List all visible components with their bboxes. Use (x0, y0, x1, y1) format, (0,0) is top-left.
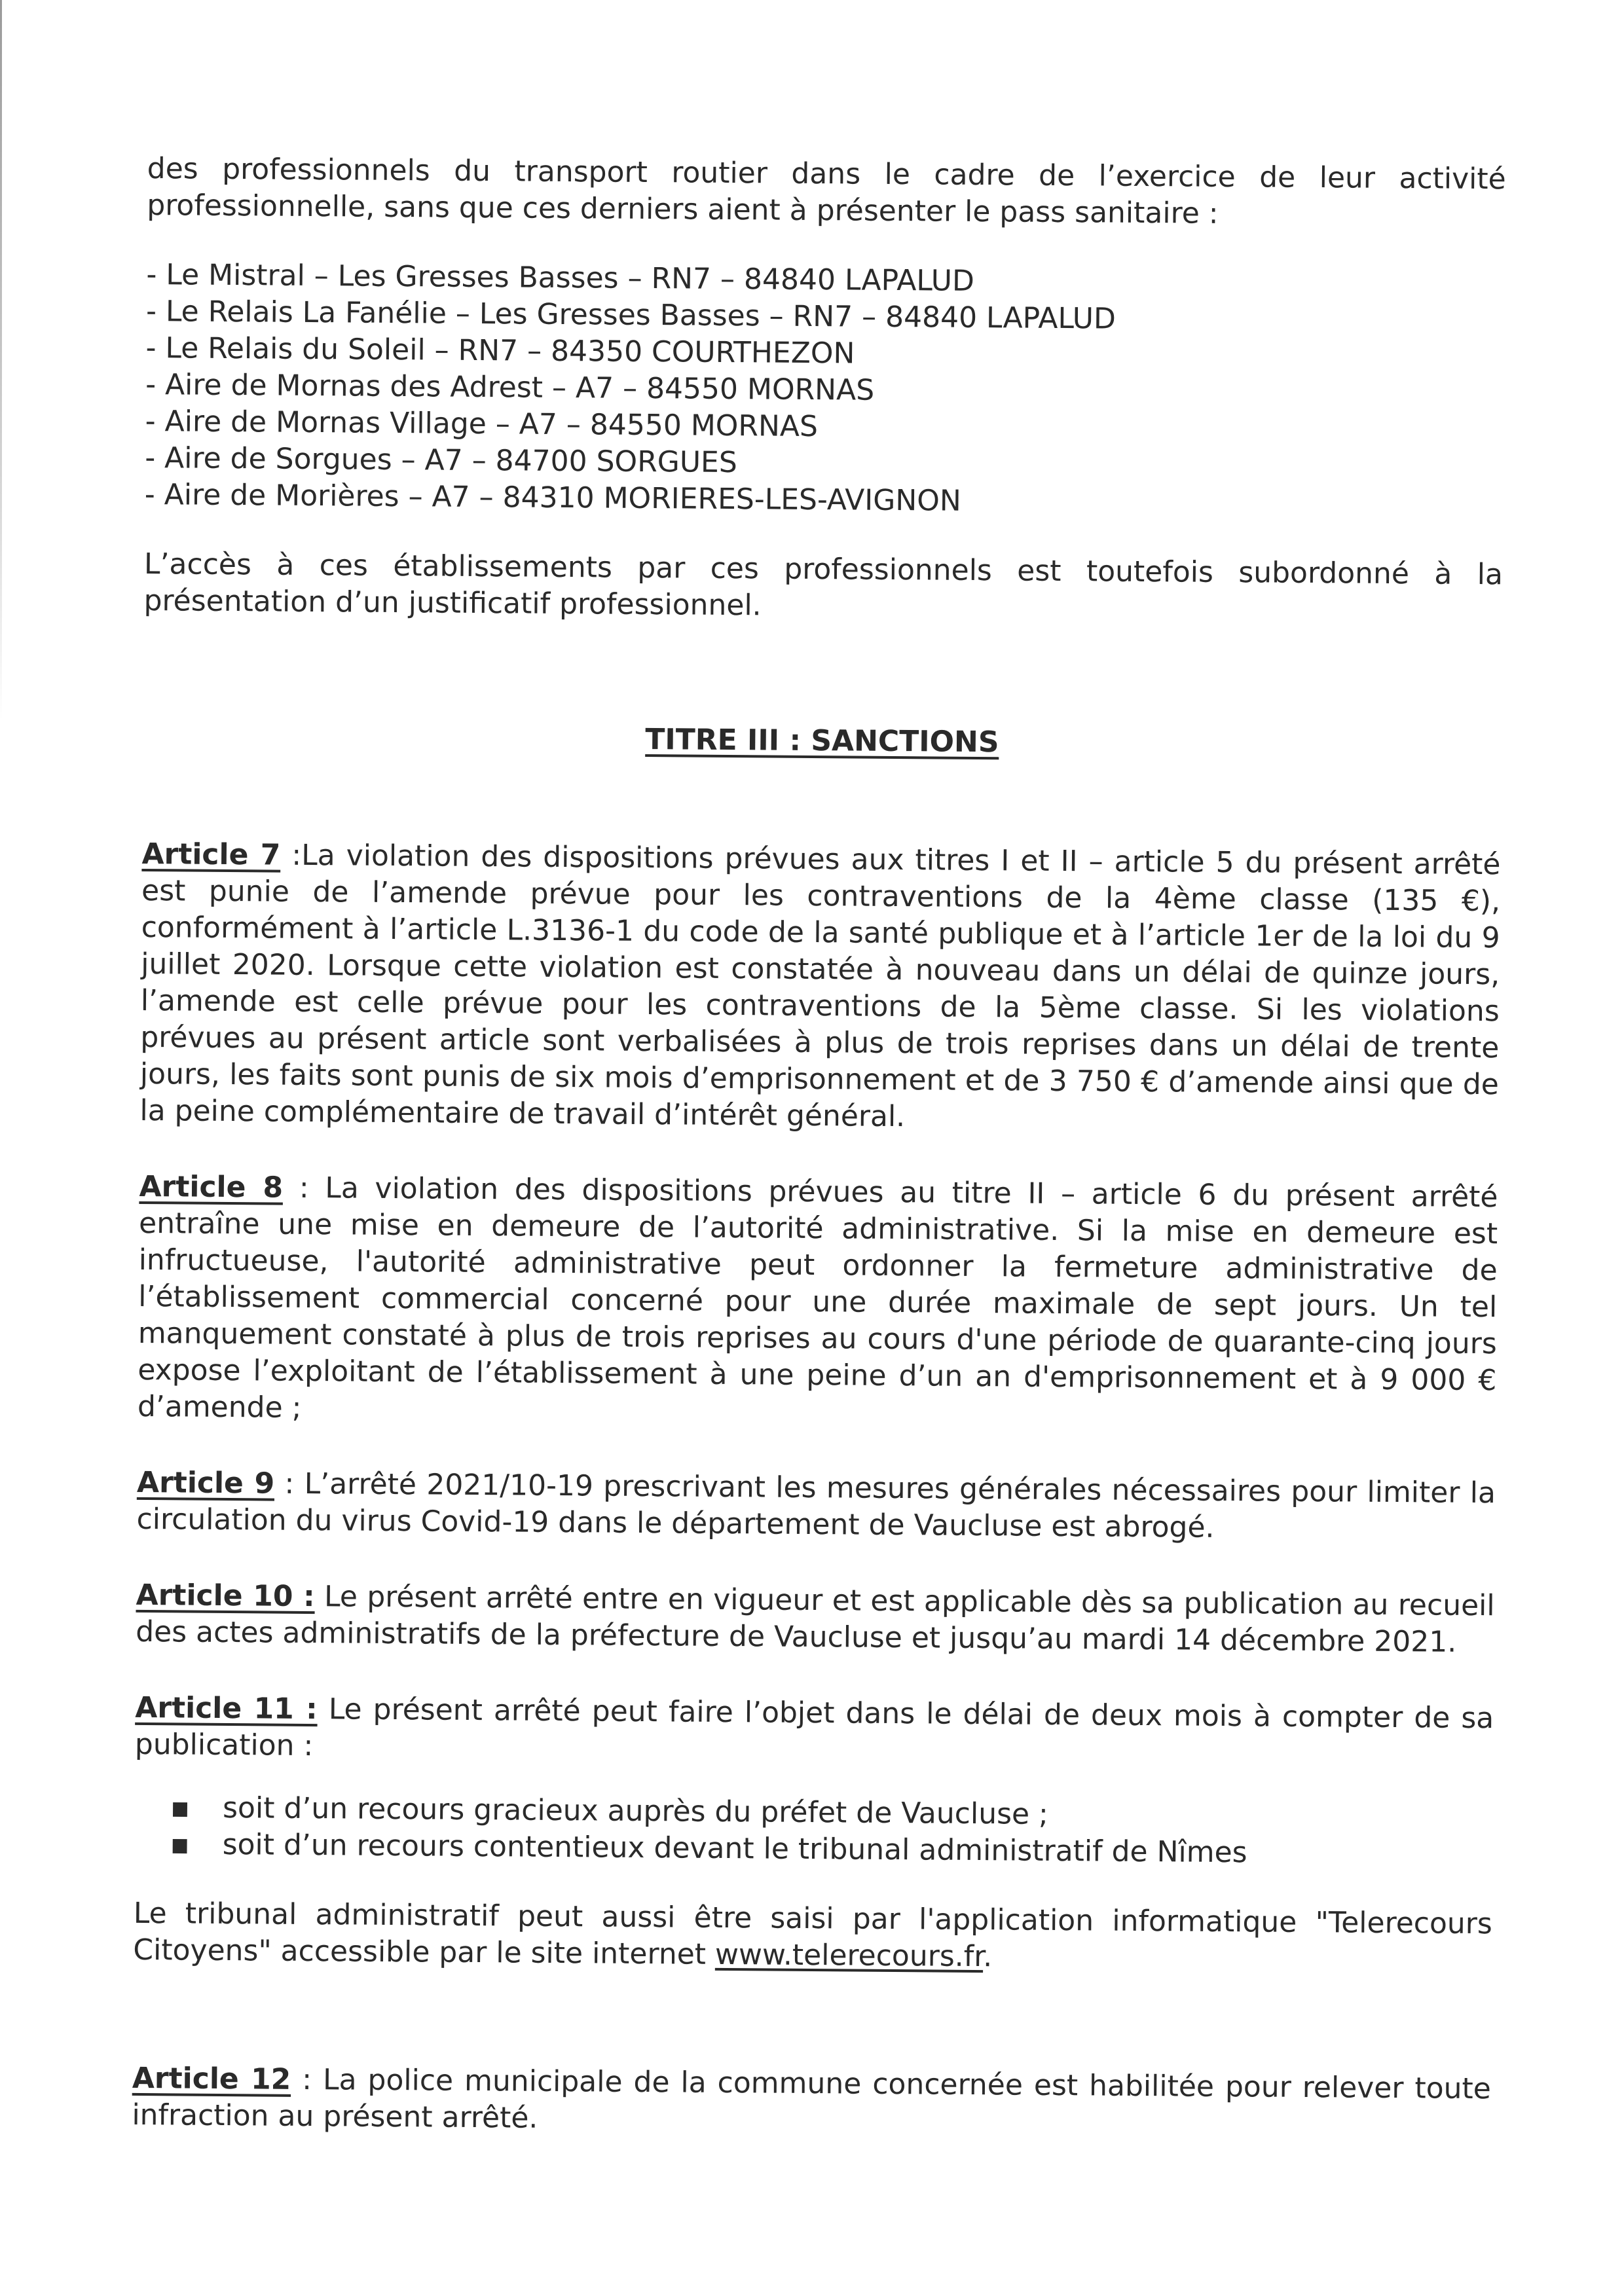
telerecours-end: . (983, 1940, 993, 1974)
article-12-text: : La police municipale de la commune concernée est habilitée pour relever toute infraction au présent arrêté. (132, 2062, 1492, 2135)
list-item: - Aire de Mornas Village – A7 – 84550 MORNAS (145, 404, 819, 444)
list-item: - Aire de Mornas des Adrest – A7 – 84550 MORNAS (145, 367, 875, 407)
article-7 (139, 836, 1500, 1140)
list-item: - Le Relais La Fanélie – Les Gresses Basses – RN7 – 84840 LAPALUD (145, 294, 1116, 336)
scan-edge-shadow (0, 0, 2, 720)
article-9 (136, 1465, 1496, 1548)
section-title: TITRE III : SANCTIONS (645, 723, 999, 759)
list-item: - Le Relais du Soleil – RN7 – 84350 COURTHEZON (145, 331, 855, 371)
article-12 (132, 2060, 1491, 2144)
access-note: L’accès à ces établissements par ces professionnels est toutefois subordonné à la présentation d’un justificatif professionnel. (143, 547, 1504, 623)
recours-gracieux: soit d’un recours gracieux auprès du préfet de Vaucluse ; (222, 1791, 1049, 1831)
list-item: - Aire de Morières – A7 – 84310 MORIERES-LES-AVIGNON (144, 477, 961, 518)
bullet-icon: ▪ (170, 1827, 190, 1861)
bullet-icon: ▪ (170, 1791, 191, 1825)
article-8-label: Article 8 (139, 1169, 284, 1205)
article-10-text: Le présent arrêté entre en vigueur et est applicable dès sa publication au recueil des actes administratifs de la préfecture de Vaucluse et jusqu’au mardi 14 décembre 2021. (136, 1580, 1495, 1659)
telerecours-text: Le tribunal administratif peut aussi être saisi par l'application informatique "Telerecours Citoyens" accessible par le site internet (133, 1896, 1492, 1971)
telerecours-paragraph (133, 1895, 1492, 1979)
article-10 (136, 1577, 1495, 1661)
list-item: - Le Mistral – Les Gresses Basses – RN7 – 84840 LAPALUD (146, 257, 975, 298)
article-11-text: Le présent arrêté peut faire l’objet dans le délai de deux mois à compter de sa publication : (134, 1692, 1494, 1763)
article-9-text: : L’arrêté 2021/10-19 prescrivant les mesures générales nécessaires pour limiter la circulation du virus Covid-19 dans le département de Vaucluse est abrogé. (136, 1467, 1496, 1544)
article-12-label: Article 12 (132, 2061, 291, 2096)
article-11-label: Article 11 : (135, 1690, 318, 1726)
article-9-label: Article 9 (136, 1465, 275, 1501)
article-11 (133, 1690, 1494, 1979)
recours-list (134, 1789, 1493, 1873)
document-body (132, 151, 1506, 2183)
article-7-label: Article 7 (141, 837, 281, 872)
telerecours-link[interactable]: www.telerecours.fr (714, 1937, 984, 1974)
article-8 (138, 1169, 1498, 1436)
article-11-intro (135, 1690, 1494, 1774)
intro-paragraph: des professionnels du transport routier dans le cadre de l’exercice de leur activité professionnelle, sans que ces derniers aient à présenter le pass sanitaire : (147, 151, 1506, 230)
article-7-text: :La violation des dispositions prévues aux titres I et II – article 5 du présent arrêté est punie de l’amende prévue pour les contraventions de la 4ème classe (135 €), conformément à l’article L.3136-1 du code de la santé publique et à l’article 1er de la loi du 9 juillet 2020. Lorsque cette violation est constatée à nouveau dans un délai de quinze jours, l’amende est celle prévue pour les contraventions de la 5ème classe. Si les violations prévues au présent article sont verbalisées à plus de trois reprises dans un délai de trente jours, les faits sont punis de six mois d’emprisonnement et de 3 750 € d’amende ainsi que de la peine complémentaire de travail d’intérêt général. (139, 838, 1501, 1134)
article-10-label: Article 10 : (136, 1578, 315, 1614)
article-8-text: : La violation des dispositions prévues au titre II – article 6 du présent arrêté entraîne une mise en demeure de l’autorité administrative. Si la mise en demeure est infructueuse, l'autorité administrative peut ordonner la fermeture administrative de l’établissement commercial concerné pour une durée maximale de sept jours. Un tel manquement constaté à plus de trois reprises au cours d'une période de quarante-cinq jours expose l’exploitant de l’établissement à une peine d’un an d'emprisonnement et à 9 000 € d’amende ; (137, 1171, 1498, 1425)
establishment-list (145, 257, 1505, 524)
recours-contentieux: soit d’un recours contentieux devant le tribunal administratif de Nîmes (222, 1827, 1247, 1870)
list-item: - Aire de Sorgues – A7 – 84700 SORGUES (145, 441, 737, 480)
